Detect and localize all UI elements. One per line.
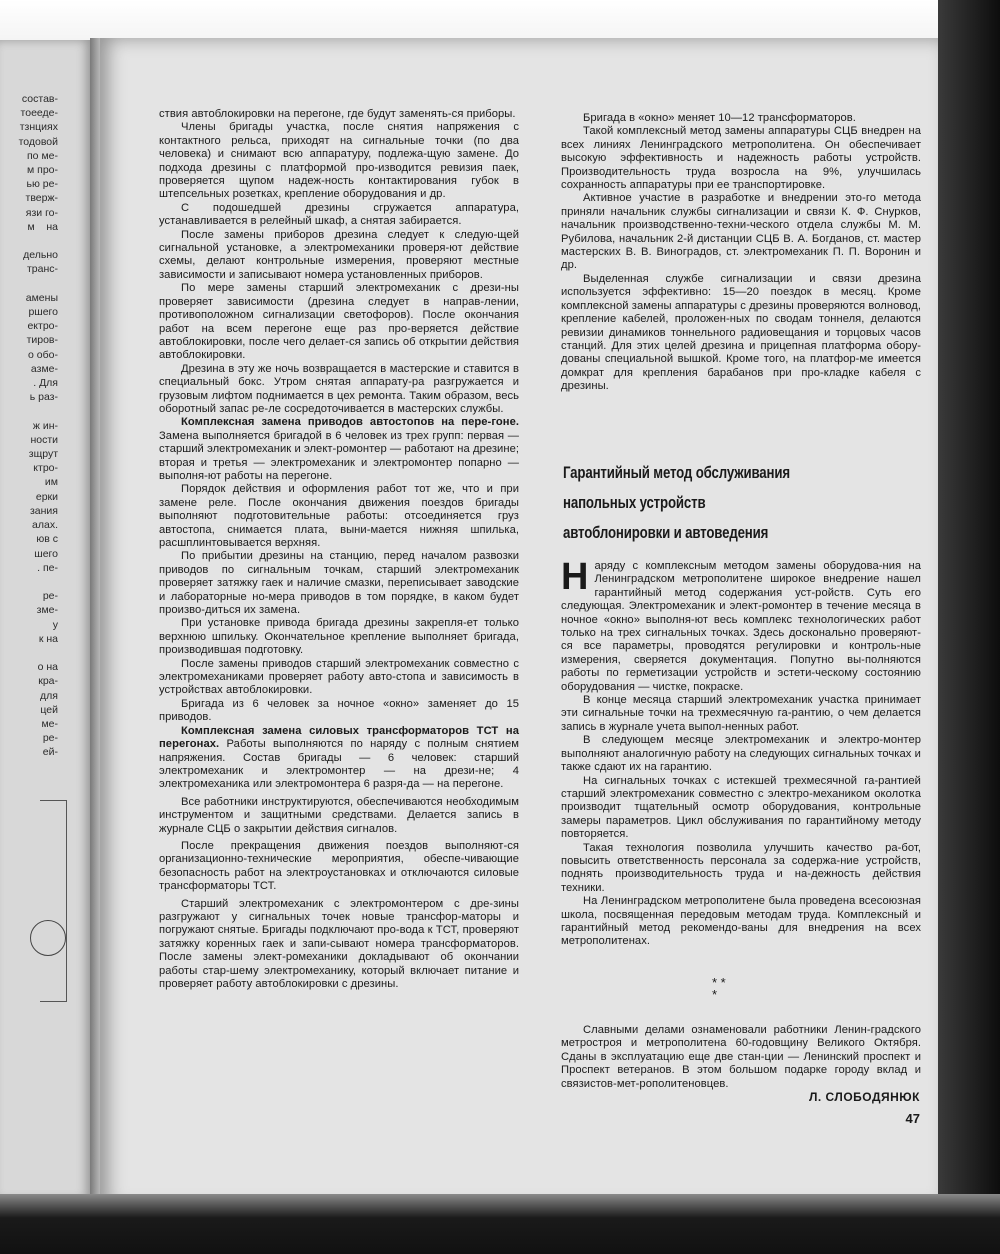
section-heading <box>563 458 797 548</box>
paragraph: Славными делами ознаменовали работники Ленин-градского метростроя и метрополитена 60-годовщину Великого Октября. Сданы в эксплуатацию еще две стан-ции — Ленинский проспект и Проспект ветеранов. В этом большом подарке городу вклад и связистов-мет-рополитеновцев. <box>561 1024 921 1090</box>
paragraph: По прибытии дрезины на станцию, перед началом развозки приводов по сигнальным точкам, старший электромеханик проверяет затяжку гаек и наличие смазки, переписывает заводские и лабораторные но-мера приводов в том порядке, в каком будет произво-диться их замена. <box>159 550 519 617</box>
paragraph: Активное участие в разработке и внедрении это-го метода приняли начальник службы сигнализации и связи К. Ф. Снурков, начальник производственно-техни-ческого отдела службы М. М. Рубилова, начальник 2-й дистанции СЦБ В. А. Богданов, ст. мастер мастерских В. В. Виноградов, ст. электромеханик П. П. Воронин и др. <box>561 192 921 272</box>
paragraph: Такой комплексный метод замены аппаратуры СЦБ внедрен на всех линиях Ленинградского метрополитена. Он обеспечивает высокую эффективность и надежность работы устройств. Производительность труда возросла на 9%, улучшилась сохранность аппаратуры при ее транспортировке. <box>561 125 921 192</box>
section-separator-stars: * * * <box>712 975 726 1002</box>
heading-line: напольных устройств <box>563 493 706 512</box>
drop-cap: Н <box>561 556 589 598</box>
paragraph: После замены приводов старший электромеханик совместно с электромеханиками проверяет работу авто-стопа и зависимость в устройствах автоблокировки. <box>159 657 519 697</box>
paragraph: Члены бригады участка, после снятия напряжения с контактного рельса, приходят на сигнальные точки (по два человека) и снимают всю аппаратуру, подлежа-щую замене. До подхода дрезины с платформой про-изводится ревизия паек, проверяется щупом надеж-ность контактирования губок в штепсельных розетках, крепление оборудования и др. <box>159 121 519 201</box>
paragraph: Старший электромеханик с электромонтером с дре-зины разгружают у сигнальных точек новые трансфор-маторы и погружают снятые. Бригады подключают про-вода к ТСТ, проверяют затяжку коренных гаек и запи-сывают номера трансформаторов. После замены элект-ромеханики докладывают об окончании работы стар-шему электромеханику, который включает питание и проверяет работу автоблокировки с дрезины. <box>159 897 519 990</box>
column-right-top <box>561 112 921 394</box>
section-text: Работы выполняются по наряду с полным снятием напряжения. Состав бригады — 6 человек: старший электромеханик и электромонтер — на дрези-не; 4 электромеханика или электромонтера 6 разря-да — на перегоне. <box>159 738 519 791</box>
paragraph: На Ленинградском метрополитене была проведена всесоюзная школа, посвященная передовым методам труда. Комплексный и гарантийный метод рекомендо-ваны для внедрения на всех метрополитенах. <box>561 895 921 948</box>
scan-border-right <box>938 0 1000 1254</box>
paragraph-text: аряду с комплексным методом замены оборудова-ния на Ленинградском метрополитене широкое внедрение нашел гарантийный метод содержания уст-ройств. Суть его следующая. Электромеханик и элект-ромонтер в течение месяца в ночное «окно» выполня-ют весь комплекс технологических работ только на трех сигнальных точках. Здесь досконально проверяют-ся все параметры, проводятся регулировки и контроль-ные измерения, сверяется документация. Попутно вы-полняются работы по герметизации устройств и эстети-ческому состоянию оборудования — чистке, покраске. <box>561 560 921 693</box>
paragraph: Все работники инструктируются, обеспечиваются необходимым инструментом и защитными средствами. Делается запись в журнале СЦБ о закрытии действия сигналов. <box>159 795 519 835</box>
paragraph: При установке привода бригада дрезины закрепля-ет только верхнюю шпильку. Окончательное крепление выполняет бригада, производившая подготовку. <box>159 617 519 657</box>
previous-page-edge <box>0 40 92 1200</box>
column-left <box>159 108 519 991</box>
paragraph: Порядок действия и оформления работ тот же, что и при замене реле. После окончания движения поездов бригады выполняют подготовительные работы: отсоединяется груз автостопа, снимается плата, выни-мается нижняя шпилька, расшплинтовывается верхняя. <box>159 483 519 549</box>
paragraph: По мере замены старший электромеханик с дрези-ны проверяет зависимости (дрезина следует в направ-лении, противоположном сигнализации светофоров). После окончания работ на всем перегоне еще раз про-веряется действие автоблокировки, после чего делает-ся запись об открытии действия автоблокировки. <box>159 282 519 362</box>
paragraph: Такая технология позволила улучшить качество ра-бот, повысить ответственность персонала за содержа-ние устройств, поднять производительность труда и на-дежность действия техники. <box>561 841 921 894</box>
article-author: Л. СЛОБОДЯНЮК <box>808 1090 920 1104</box>
paragraph: После замены приборов дрезина следует к следую-щей сигнальной установке, а электромеханики проверя-ют действие схемы, делают контрольные измерения, проверяют местные зависимости и записывают номера установленных приборов. <box>159 228 519 281</box>
paragraph-with-dropcap <box>561 556 921 694</box>
section-paragraph-transformers <box>159 725 519 792</box>
section-text: Замена выполняется бригадой в 6 человек из трех групп: первая — старший электромеханик и элект-ромонтер — работают на дрезине; вторая и третья — электромеханик и электромонтер попарно — выполня-ют работы на перегоне. <box>159 429 519 482</box>
paragraph: Дрезина в эту же ночь возвращается в мастерские и ставится в специальный бокс. Утром снятая аппарату-ра разгружается и грузовым лифтом поднимается в цех ремонта. Таким образом, весь оборотный запас ре-ле сосредоточивается в мастерских службы. <box>159 362 519 415</box>
section-lead-transformers: Комплексная замена силовых трансформаторов ТСТ на перегонах. <box>159 724 519 751</box>
section-paragraph-autostop-drives <box>159 416 519 483</box>
column-right-closing <box>561 1024 921 1091</box>
previous-page-figure <box>40 800 67 1002</box>
paragraph: С подошедшей дрезины сгружается аппаратура, устанавливается в релейный шкаф, а снятая забирается. <box>159 201 519 228</box>
paragraph: После прекращения движения поездов выполняют-ся организационно-технические мероприятия, обеспе-чивающие безопасность работ на электроустановках и отключаются силовые трансформаторы ТСТ. <box>159 839 519 893</box>
paragraph: Выделенная службе сигнализации и связи дрезина используется эффективно: 15—20 поездок в месяц. Кроме комплексной замены аппаратуры с дрезины проверяются волновод, крепление кабелей, проложен-ных по сводам тоннеля, делаются ревизии динамиков тоннельного радиовещания и торцовых часов станций. Для этих целей дрезина и прицепная платформа обору-дованы специальной вышкой. Кроме того, на платфор-ме имеется домкрат для крепления барабанов при про-кладке кабеля с дрезины. <box>561 272 921 393</box>
paragraph: В конце месяца старший электромеханик участка принимает эти сигнальные точки на трехмесячную га-рантию, о чем делается запись в журнале учета выпол-ненных работ. <box>561 694 921 733</box>
paragraph: В следующем месяце электромеханик и электро-монтер выполняют аналогичную работу на следующих сигнальных точках и также сдают их на гарантию. <box>561 734 921 774</box>
page-number: 47 <box>905 1111 920 1126</box>
paragraph: ствия автоблокировки на перегоне, где будут заменять-ся приборы. <box>159 108 516 120</box>
paragraph: Бригада в «окно» меняет 10—12 трансформаторов. <box>583 112 856 124</box>
section-lead-autostop-drives: Комплексная замена приводов автостопов на пере-гоне. <box>181 416 519 429</box>
paragraph: Бригада из 6 человек за ночное «окно» заменяет до 15 приводов. <box>159 697 519 724</box>
previous-page-text-fragments: состав- тоееде- тзнциях тодовой по ме- м про- ью ре- тверж- язи го- м на дельно транс- амены ршего ектро- тиров- о обо- азме- . Для ь раз- ж ин- ности зщрут ктро- им ерки зания алах. юв с шего . пе- ре- зме- у к на о на кра- для цей ме- ре- ей- <box>18 93 58 759</box>
column-right-warranty <box>561 556 921 949</box>
scan-border-bottom <box>0 1194 1000 1254</box>
paragraph: На сигнальных точках с истекшей трехмесячной га-рантией старший электромеханик совместно с электро-механиком околотка производит тщательный осмотр оборудования, контрольные замеры параметров. Цикл обслуживания по гарантийному методу повторяется. <box>561 774 921 841</box>
heading-line: Гарантийный метод обслуживания <box>563 463 790 482</box>
heading-line: автоблонировки и автоведения <box>563 523 769 542</box>
previous-page-circle-figure <box>30 920 66 956</box>
